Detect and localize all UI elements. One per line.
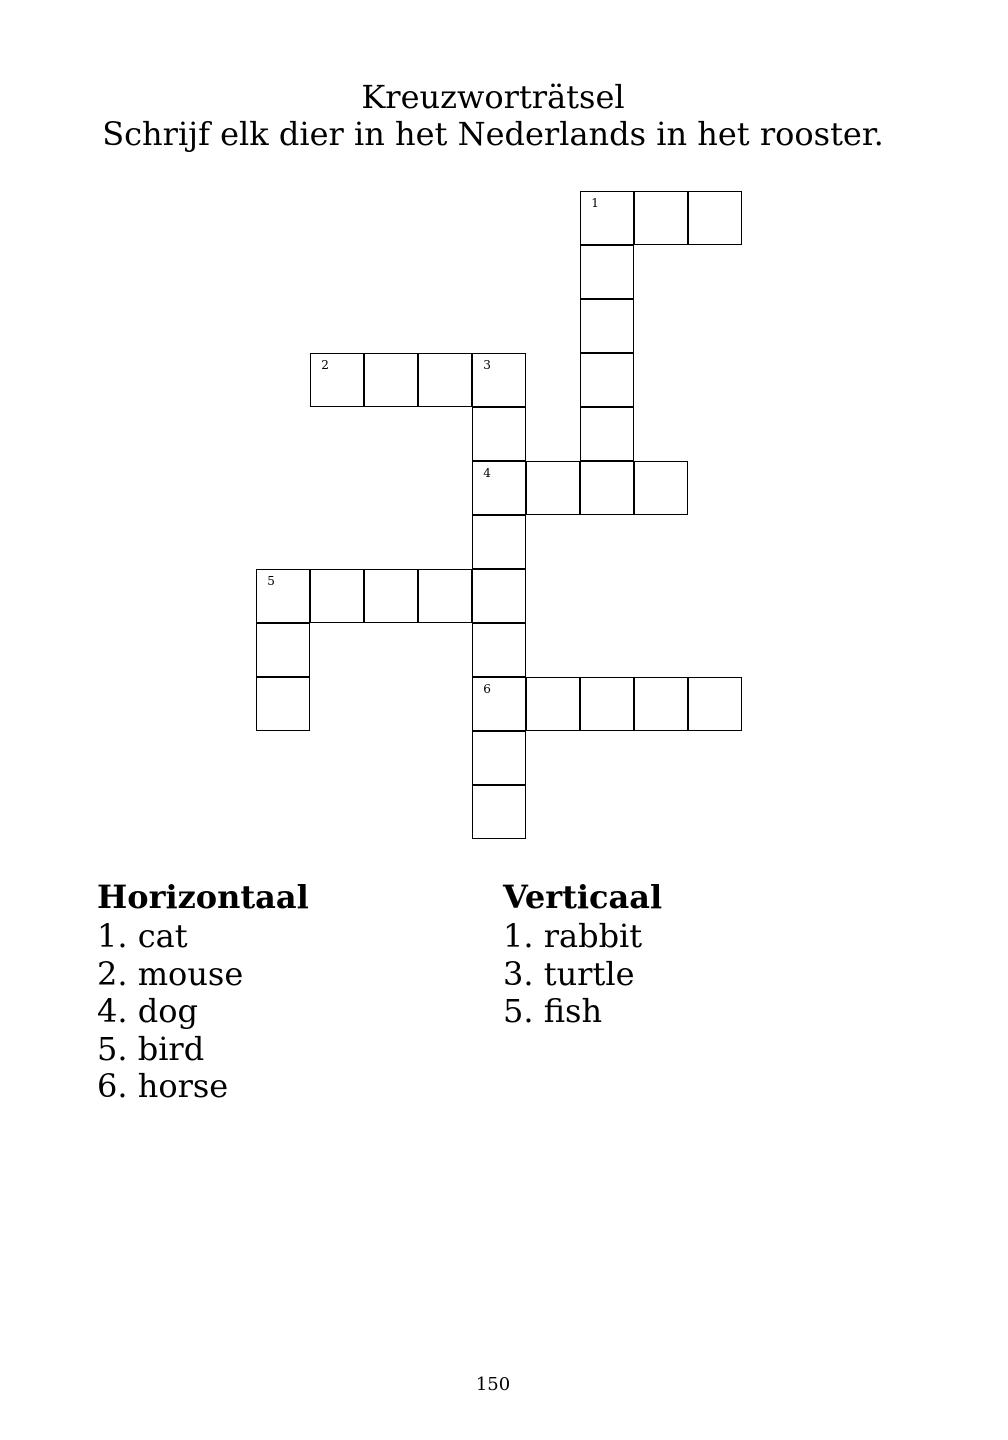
across-clues: [97, 876, 309, 1106]
grid-cell[interactable]: [580, 299, 634, 353]
clue-number: 4: [483, 466, 491, 481]
grid-cell[interactable]: [310, 353, 364, 407]
grid-cell[interactable]: [256, 677, 310, 731]
grid-cell[interactable]: [418, 353, 472, 407]
clue-number: 3: [483, 358, 491, 373]
grid-cell[interactable]: [580, 677, 634, 731]
grid-cell[interactable]: [364, 569, 418, 623]
grid-cell[interactable]: [472, 731, 526, 785]
across-clue: 6. horse: [97, 1067, 229, 1105]
down-clue: 5. fish: [503, 992, 603, 1030]
grid-cell[interactable]: [634, 191, 688, 245]
across-clue: 1. cat: [97, 917, 188, 955]
page-title: Kreuzworträtsel: [361, 78, 625, 116]
clue-number: 5: [267, 574, 275, 589]
grid-cell[interactable]: [634, 461, 688, 515]
grid-cell[interactable]: [526, 461, 580, 515]
down-heading: Verticaal: [503, 878, 663, 916]
down-clue: 3. turtle: [503, 954, 635, 993]
grid-cell[interactable]: [580, 245, 634, 299]
grid-cell[interactable]: [472, 515, 526, 569]
clue-number: 6: [483, 682, 491, 697]
grid-cell[interactable]: [472, 569, 526, 623]
across-clue: 5. bird: [97, 1029, 205, 1068]
grid-cell[interactable]: [472, 623, 526, 677]
grid-cell[interactable]: [472, 461, 526, 515]
grid-cell[interactable]: [634, 677, 688, 731]
grid-cell[interactable]: [688, 191, 742, 245]
grid-cell[interactable]: [580, 461, 634, 515]
grid-cell[interactable]: [472, 353, 526, 407]
instructions: Schrijf elk dier in het Nederlands in het rooster.: [102, 115, 884, 153]
down-clues: [503, 876, 662, 1031]
across-heading: Horizontaal: [97, 878, 309, 916]
grid-cell[interactable]: [526, 677, 580, 731]
clue-number: 1: [591, 196, 599, 211]
across-clue: 2. mouse: [97, 954, 244, 993]
grid-cell[interactable]: [580, 407, 634, 461]
grid-cell[interactable]: [580, 191, 634, 245]
grid-cell[interactable]: [256, 623, 310, 677]
clue-number: 2: [321, 358, 329, 373]
grid-cell[interactable]: [418, 569, 472, 623]
grid-cell[interactable]: [688, 677, 742, 731]
down-clue: 1. rabbit: [503, 917, 643, 955]
page-number: 150: [475, 1374, 511, 1395]
grid-cell[interactable]: [472, 785, 526, 839]
grid-cell[interactable]: [472, 407, 526, 461]
grid-cell[interactable]: [364, 353, 418, 407]
grid-cell[interactable]: [310, 569, 364, 623]
grid-cell[interactable]: [472, 677, 526, 731]
grid-cell[interactable]: [256, 569, 310, 623]
grid-cell[interactable]: [580, 353, 634, 407]
across-clue: 4. dog: [97, 992, 198, 1030]
